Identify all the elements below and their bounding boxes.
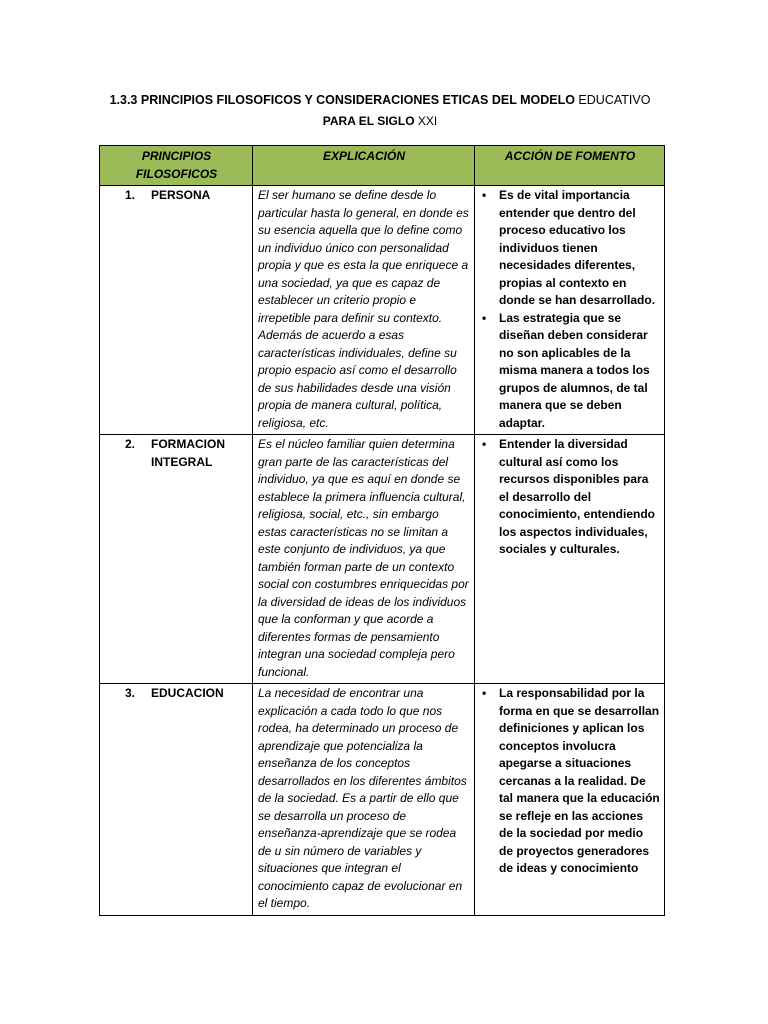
title-line-2-normal: XXI	[417, 114, 438, 128]
document-title-line-2	[80, 114, 680, 128]
document-title-line-1	[80, 93, 680, 107]
principle-name: FORMACION INTEGRAL	[151, 437, 225, 469]
action-cell	[475, 186, 665, 435]
principle-number: 2.	[125, 437, 136, 451]
bullet-icon: •	[482, 188, 487, 202]
action-cell	[475, 684, 665, 916]
table-row	[100, 186, 665, 435]
principle-cell	[100, 435, 253, 684]
principle-name: PERSONA	[151, 188, 211, 202]
principle-cell	[100, 186, 253, 435]
action-cell	[475, 435, 665, 684]
title-line-2-bold: PARA EL SIGLO	[322, 114, 415, 128]
list-item	[480, 436, 660, 559]
title-line-1-normal: EDUCATIVO	[578, 93, 651, 107]
list-item	[480, 685, 660, 878]
list-item	[480, 187, 660, 310]
explanation-cell: Es el núcleo familiar quien determina gran parte de las características del individuo, ya que es aquí en donde se establece la primera influencia cultural, religiosa, social, etc., sin embargo estas características no se limitan a este conjunto de individuos, ya que también forman parte de un contexto social con costumbres enriquecidas por la diversidad de ideas de los individuos que la conforman y que acorde a diferentes formas de pensamiento integran una sociedad compleja pero funcional.	[253, 435, 475, 684]
action-text: La responsabilidad por la forma en que se desarrollan definiciones y aplican los conceptos involucra apegarse a situaciones cercanas a la realidad. De tal manera que la educación se refleje en las acciones de la sociedad por medio de proyectos generadores de ideas y conocimiento	[499, 686, 660, 875]
bullet-icon: •	[482, 686, 487, 700]
table-header-row	[100, 146, 665, 186]
header-action: ACCIÓN DE FOMENTO	[475, 146, 665, 186]
principle-number: 3.	[125, 686, 136, 700]
explanation-cell: La necesidad de encontrar una explicación a cada todo lo que nos rodea, ha determinado un proceso de aprendizaje que potencializa la enseñanza de los conceptos desarrollados en los diferentes ámbitos de la sociedad. Es a partir de ello que se desarrolla un proceso de enseñanza-aprendizaje que se rodea de u sin número de variables y situaciones que integran el conocimiento capaz de evolucionar en el tiempo.	[253, 684, 475, 916]
principle-number: 1.	[125, 188, 136, 202]
action-list	[480, 436, 660, 559]
table-row	[100, 684, 665, 916]
header-explanation: EXPLICACIÓN	[253, 146, 475, 186]
bullet-icon: •	[482, 437, 487, 451]
explanation-cell: El ser humano se define desde lo particular hasta lo general, en donde es su esencia aquella que lo define como un individuo único con personalidad propia y que es esta la que enriquece a una sociedad, ya que es capaz de establecer un criterio propio e irrepetible para definir su contexto. Además de acuerdo a esas características individuales, define su propio espacio así como el desarrollo de sus habilidades desde una visión propia de manera cultural, política, religiosa, etc.	[253, 186, 475, 435]
header-principles: PRINCIPIOS FILOSOFICOS	[100, 146, 253, 186]
list-item	[480, 310, 660, 433]
action-text: Las estrategia que se diseñan deben considerar no son aplicables de la misma manera a todos los grupos de alumnos, de tal manera que se deben adaptar.	[499, 310, 650, 430]
bullet-icon: •	[482, 310, 487, 325]
principle-name: EDUCACION	[151, 686, 224, 700]
action-list	[480, 187, 660, 432]
principle-cell	[100, 684, 253, 916]
action-text: Es de vital importancia entender que dentro del proceso educativo los individuos tienen necesidades diferentes, propias al contexto en donde se han desarrollado.	[499, 188, 656, 307]
principles-table	[99, 145, 665, 916]
title-line-1-bold: 1.3.3 PRINCIPIOS FILOSOFICOS Y CONSIDERACIONES ETICAS DEL MODELO	[109, 93, 575, 107]
action-list	[480, 685, 660, 878]
table-row	[100, 435, 665, 684]
action-text: Entender la diversidad cultural así como los recursos disponibles para el desarrollo del conocimiento, entendiendo los aspectos individuales, sociales y culturales.	[499, 437, 656, 556]
